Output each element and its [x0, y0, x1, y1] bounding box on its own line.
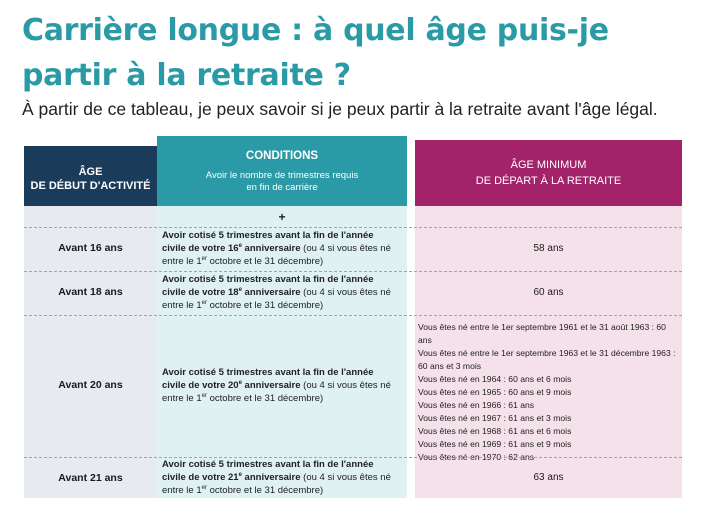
- result-line: Vous êtes né en 1968 : 61 ans et 6 mois: [418, 426, 572, 436]
- cond-rest-2b: octobre et le 31 décembre): [206, 392, 324, 404]
- row-condition: [162, 315, 407, 455]
- cond-bold-2a: civile de votre 18: [162, 286, 239, 298]
- header-min-age-line1: ÂGE MINIMUM: [510, 159, 587, 171]
- cond-sup: e: [238, 242, 242, 249]
- cond-rest-2a: entre le 1: [162, 392, 202, 404]
- cond-rest-1: (ou 4 si vous êtes né: [300, 472, 391, 483]
- cond-rest-2a: entre le 1: [162, 299, 202, 311]
- result-line: Vous êtes né en 1970 : 62 ans: [418, 452, 535, 462]
- result-line: Vous êtes né entre le 1er septembre 1963 et le 31 décembre 1963 :: [418, 348, 676, 358]
- cond-rest-1: (ou 4 si vous êtes né: [300, 286, 391, 298]
- cond-bold-2b: anniversaire: [241, 286, 301, 298]
- cond-sup: e: [238, 379, 242, 386]
- row-age: Avant 18 ans: [58, 286, 123, 298]
- header-min-age: [415, 140, 682, 206]
- cond-bold-2a: civile de votre 20: [162, 379, 239, 391]
- cond-sup: e: [238, 286, 242, 293]
- cond-sup: e: [238, 471, 242, 478]
- cond-rest-sup: er: [201, 255, 207, 262]
- row-age: Avant 16 ans: [58, 242, 123, 254]
- cond-bold-2a: civile de votre 16: [162, 242, 239, 254]
- row-result: 60 ans: [533, 286, 564, 298]
- row-age: Avant 20 ans: [58, 379, 123, 391]
- row-age: Avant 21 ans: [58, 471, 123, 484]
- result-line: Vous êtes né entre le 1er septembre 1961 et le 31 août 1963 : 60 ans: [418, 322, 666, 345]
- cond-rest-1: (ou 4 si vous êtes né: [300, 242, 391, 254]
- header-age-line2: DE DÉBUT D'ACTIVITÉ: [30, 180, 151, 192]
- cond-rest-2b: octobre et le 31 décembre): [206, 255, 324, 267]
- result-line: Vous êtes né en 1967 : 61 ans et 3 mois: [418, 413, 572, 423]
- result-line: Vous êtes né en 1966 : 61 ans: [418, 400, 535, 410]
- row-result: 58 ans: [533, 242, 564, 254]
- cond-bold-1: Avoir cotisé 5 trimestres avant la fin de l'année: [162, 366, 374, 378]
- result-line: Vous êtes né en 1969 : 61 ans et 9 mois: [418, 439, 572, 449]
- plus-sign: +: [278, 210, 286, 224]
- cond-bold-2b: anniversaire: [241, 242, 301, 254]
- retirement-table: [24, 136, 682, 498]
- cond-rest-sup: er: [201, 299, 207, 306]
- cond-rest-2a: entre le 1: [162, 485, 202, 496]
- page-title: Carrière longue : à quel âge puis-je partir à la retraite ?: [22, 13, 609, 93]
- cond-bold-1: Avoir cotisé 5 trimestres avant la fin de l'année: [162, 229, 374, 241]
- row-condition: [162, 271, 407, 313]
- header-conditions-sub1: Avoir le nombre de trimestres requis: [205, 170, 359, 181]
- cond-bold-1: Avoir cotisé 5 trimestres avant la fin de l'année: [162, 273, 374, 285]
- header-conditions: [157, 136, 407, 206]
- result-line: Vous êtes né en 1964 : 60 ans et 6 mois: [418, 374, 572, 384]
- cond-bold-1: Avoir cotisé 5 trimestres avant la fin de l'année: [162, 459, 374, 470]
- header-age: [24, 152, 157, 206]
- cond-rest-sup: er: [201, 392, 207, 399]
- cond-rest-sup: er: [201, 484, 207, 491]
- header-conditions-sub2: en fin de carrière: [246, 182, 318, 193]
- cond-bold-2b: anniversaire: [241, 472, 301, 483]
- cond-rest-2b: octobre et le 31 décembre): [206, 485, 324, 496]
- result-line: 60 ans et 3 mois: [418, 361, 482, 371]
- cond-rest-2a: entre le 1: [162, 255, 202, 267]
- table-row: [24, 227, 682, 269]
- header-age-line1: ÂGE: [78, 166, 103, 178]
- header-conditions-title: CONDITIONS: [245, 150, 319, 162]
- header-min-age-line2: DE DÉPART À LA RETRAITE: [475, 175, 622, 187]
- row-condition: [162, 457, 407, 498]
- row-condition: [162, 227, 407, 269]
- cond-bold-2a: civile de votre 21: [162, 472, 239, 483]
- row-result-list: [418, 321, 682, 464]
- table-row: [24, 457, 682, 498]
- table-row: [24, 271, 682, 313]
- page-subtitle: À partir de ce tableau, je peux savoir si je peux partir à la retraite avant l'âge légal.: [22, 99, 658, 119]
- row-result: 63 ans: [533, 472, 564, 483]
- header-conditions-sub: [206, 170, 358, 194]
- table-row: [24, 315, 682, 462]
- cond-rest-1: (ou 4 si vous êtes né: [300, 379, 391, 391]
- result-line: Vous êtes né en 1965 : 60 ans et 9 mois: [418, 387, 572, 397]
- cond-bold-2b: anniversaire: [241, 379, 301, 391]
- cond-rest-2b: octobre et le 31 décembre): [206, 299, 324, 311]
